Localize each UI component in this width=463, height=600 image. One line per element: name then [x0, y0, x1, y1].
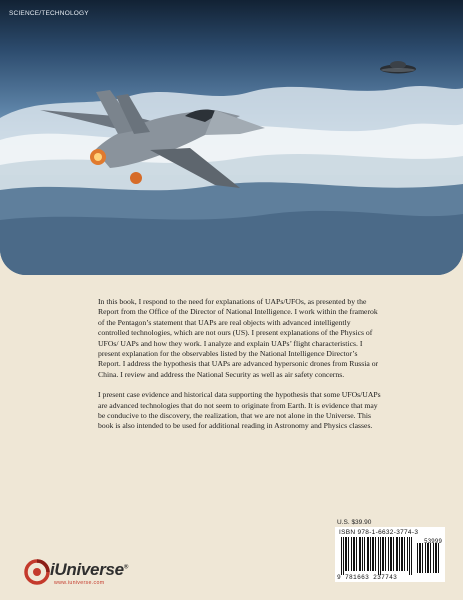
blurb-paragraph: I present case evidence and historical data supporting the hypothesis that some UFOs/UAPs are advanced technologies that do not seem to originate from Earth. It is evidence that may be conducive to the discovery, the realization, that we are not alone in the Universe. This book is also intended to be used for additional reading in Astronomy and Physics classes. — [98, 390, 381, 431]
publisher-name-text: iUniverse — [50, 560, 124, 579]
back-cover-blurb — [98, 297, 381, 432]
cover-hero-image — [0, 0, 463, 275]
isbn-number: ISBN 978-1-6632-3774-3 — [339, 529, 419, 536]
publisher-name — [50, 560, 128, 580]
ufo-icon — [380, 61, 416, 74]
price-label: U.S. $39.90 — [337, 519, 372, 526]
category-label: SCIENCE/TECHNOLOGY — [9, 10, 89, 17]
fighter-jet-ufo-illustration — [0, 0, 463, 275]
isbn-barcode — [335, 527, 445, 582]
publisher-url: www.iuniverse.com — [54, 580, 105, 586]
barcode-digits: 9 781663 237743 — [337, 574, 398, 581]
isbn-addon: 53999 — [423, 538, 442, 545]
registered-mark: ® — [123, 564, 128, 571]
publisher-logo — [24, 559, 134, 589]
iuniverse-swirl-icon — [24, 559, 50, 585]
blurb-paragraph: In this book, I respond to the need for explanations of UAPs/UFOs, as presented by the Report from the Office of the Director of National Intelligence. I work within the framerok of the Pentagon’s statement that UAPs are real objects with advanced intelligently controlled technologies, which are not ours (US). I present explanations of the Physics of UFOs/ UAPs and how they work. I analyze and explain UAPs’ flight characteristics. I present explanation for the observables listed by the National Intelligence Director’s Report. I address the hypothesis that UAPs are advanced hypersonic drones from Russia or China. I review and address the National Security as well as air safety concerns. — [98, 297, 379, 379]
